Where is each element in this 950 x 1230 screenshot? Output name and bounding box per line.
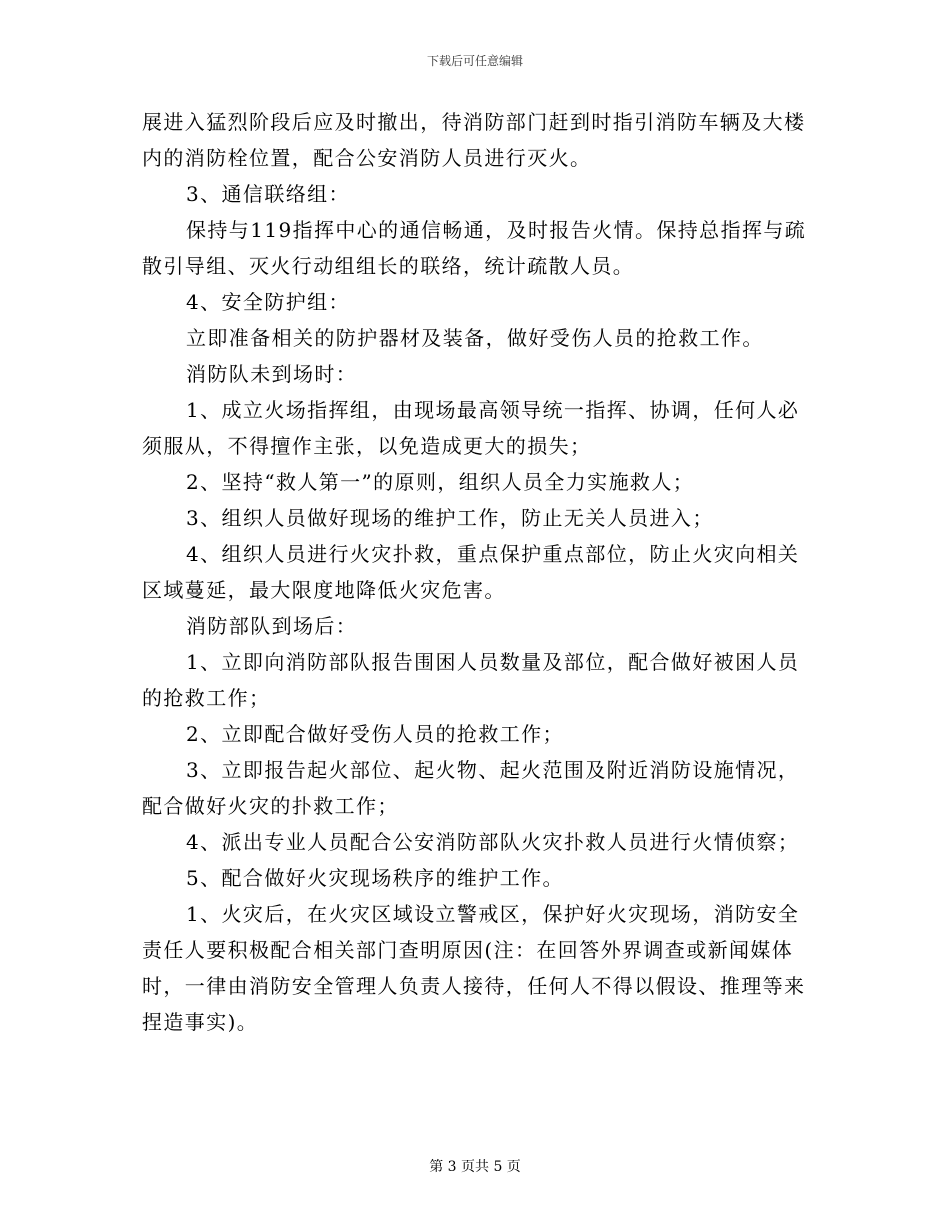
document-body [142,104,808,1040]
section-heading: 消防队未到场时： [186,362,358,386]
list-item: 3、组织人员做好现场的维护工作，防止无关人员进入； [186,506,714,530]
list-item: 1、火灾后，在火灾区域设立警戒区，保护好火灾现场，消防安全责任人要积极配合相关部门查明原因(注：在回答外界调查或新闻媒体时，一律由消防安全管理人负责人接待，任何人不得以假设、推理等来捏造事实)。 [142,902,806,1034]
section-heading: 4、安全防护组： [186,290,350,314]
page-header: 下载后可任意编辑 [426,54,523,68]
list-item: 2、立即配合做好受伤人员的抢救工作； [186,722,564,746]
list-item: 4、组织人员进行火灾扑救，重点保护重点部位，防止火灾向相关区域蔓延，最大限度地降低火灾危害。 [142,542,800,602]
paragraph: 保持与119指挥中心的通信畅通，及时报告火情。保持总指挥与疏散引导组、灭火行动组组长的联络，统计疏散人员。 [142,218,807,278]
section-heading: 3、通信联络组： [186,182,350,206]
list-item: 4、派出专业人员配合公安消防部队火灾扑救人员进行火情侦察； [186,830,800,854]
list-item: 2、坚持“救人第一”的原则，组织人员全力实施救人； [186,470,695,494]
list-item: 5、配合做好火灾现场秩序的维护工作。 [186,866,564,890]
paragraph: 展进入猛烈阶段后应及时撤出，待消防部门赶到时指引消防车辆及大楼内的消防栓位置，配合公安消防人员进行灭火。 [142,110,806,170]
paragraph: 立即准备相关的防护器材及装备，做好受伤人员的抢救工作。 [186,326,764,350]
list-item: 1、成立火场指挥组，由现场最高领导统一指挥、协调，任何人必须服从，不得擅作主张，以免造成更大的损失； [142,398,800,458]
list-item: 3、立即报告起火部位、起火物、起火范围及附近消防设施情况，配合做好火灾的扑救工作； [142,758,800,818]
section-heading: 消防部队到场后： [186,614,358,638]
list-item: 1、立即向消防部队报告围困人员数量及部位，配合做好被困人员的抢救工作； [142,650,800,710]
page-number: 第 3 页共 5 页 [429,1159,521,1175]
